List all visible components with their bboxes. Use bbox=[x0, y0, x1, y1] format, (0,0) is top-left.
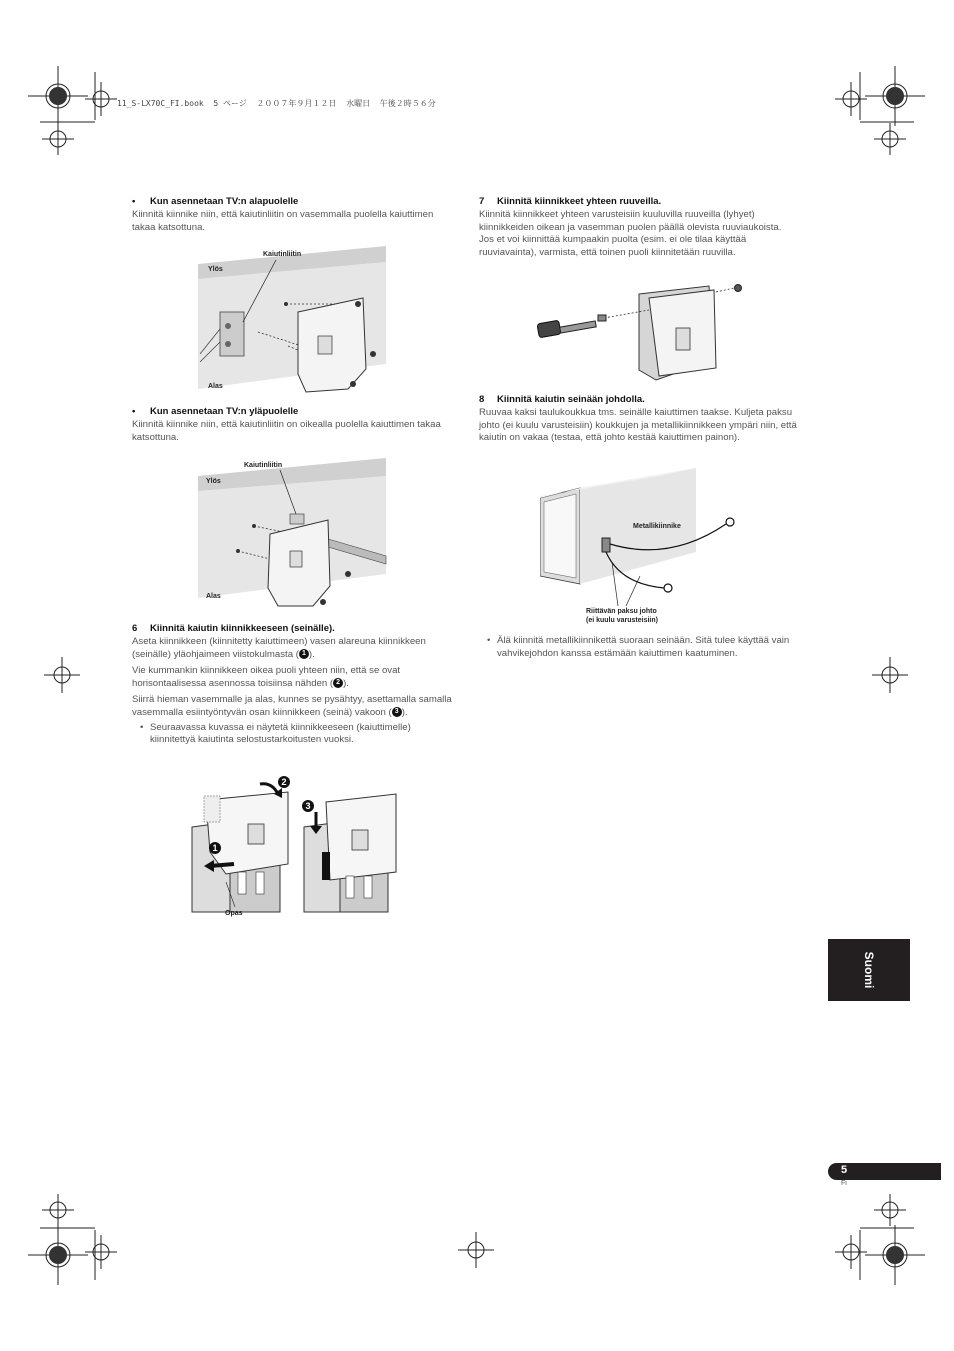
svg-text:Ylös: Ylös bbox=[208, 266, 223, 273]
caution-note: • Älä kiinnitä metallikiinnikettä suoraan seinään. Sitä tulee käyttää vain vahvikejohdon kanssa estämään kaiuttimen kaatuminen. bbox=[487, 635, 790, 659]
step-title: 8 Kiinnitä kaiutin seinään johdolla. bbox=[479, 394, 645, 405]
step-8 bbox=[479, 394, 801, 445]
section-title: • Kun asennetaan TV:n alapuolelle bbox=[132, 196, 299, 207]
section-top-mount bbox=[132, 406, 452, 444]
section-title: • Kun asennetaan TV:n yläpuolelle bbox=[132, 406, 299, 417]
step-title: 7 Kiinnitä kiinnikkeet yhteen ruuveilla. bbox=[479, 196, 662, 207]
svg-text:1: 1 bbox=[212, 843, 218, 853]
language-label: Suomi bbox=[862, 951, 876, 989]
language-tab bbox=[828, 939, 910, 1001]
section-body: Kiinnitä kiinnike niin, että kaiutinliitin on oikealla puolella kaiuttimen takaa katsottuna. bbox=[132, 419, 441, 443]
svg-text:Kaiutinliitin: Kaiutinliitin bbox=[244, 462, 283, 469]
svg-text:Kaiutinliitin: Kaiutinliitin bbox=[263, 251, 302, 258]
step-paragraph: Siirrä hieman vasemmalle ja alas, kunnes se pysähtyy, asettamalla samalla vasemmalla esiintyöntyvän osan kiinnikkeen (seinä) vakoon ( 3 ). bbox=[132, 694, 452, 718]
figure-safety-cord bbox=[540, 466, 752, 628]
svg-text:(ei kuulu varusteisiin): (ei kuulu varusteisiin) bbox=[586, 617, 658, 624]
page-number-pill bbox=[828, 1163, 941, 1180]
step-note: • Seuraavassa kuvassa ei näytetä kiinnikkeeseen (kaiuttimelle) kiinnitettyä kaiutinta selostustarkoitusten vuoksi. bbox=[140, 721, 411, 746]
step-paragraph: Vie kummankin kiinnikkeen oikea puoli yhteen niin, että se ovat horisontaalisessa asennossa toisiinsa nähden ( 2 ). bbox=[132, 665, 401, 689]
figure-bracket-top-mount bbox=[198, 456, 388, 608]
figure-screw-brackets bbox=[534, 280, 746, 386]
callout-2-icon: 2 bbox=[333, 678, 343, 688]
step-paragraph: Jos et voi kiinnittää kumpaakin puolta (esim. ei ole tilaa käyttää ruuviavainta), varmista, että toinen puoli kiinnitetään ruuvilla. bbox=[479, 234, 747, 258]
figure-bracket-bottom-mount bbox=[198, 244, 388, 394]
caution-text: Älä kiinnitä metallikiinnikettä suoraan seinään. Sitä tulee käyttää vain vahvikejohdon kanssa estämään kaiuttimen kaatuminen. bbox=[497, 635, 790, 659]
step-paragraph: Aseta kiinnikkeen (kiinnitetty kaiuttimeen) vasen alareuna kiinnikkeen (seinälle) yläohjaimeen viistokulmasta ( 1 ). bbox=[132, 636, 426, 660]
section-body: Kiinnitä kiinnike niin, että kaiutinliitin on vasemmalla puolella kaiuttimen takaa katsottuna. bbox=[132, 209, 434, 233]
svg-text:Ylös: Ylös bbox=[206, 478, 221, 485]
svg-text:Metallikiinnike: Metallikiinnike bbox=[633, 523, 681, 530]
print-header-line: 11_S-LX70C_FI.book 5 ページ ２００７年９月１２日 水曜日 午後２時５６分 bbox=[117, 99, 436, 108]
callout-3-icon: 3 bbox=[392, 707, 402, 717]
svg-text:3: 3 bbox=[305, 801, 311, 811]
figure-bracket-engage bbox=[190, 772, 402, 922]
svg-text:Opas: Opas bbox=[225, 910, 243, 917]
svg-text:2: 2 bbox=[281, 777, 287, 787]
svg-text:Alas: Alas bbox=[206, 593, 221, 600]
svg-text:Alas: Alas bbox=[208, 383, 223, 390]
step-7 bbox=[479, 196, 799, 259]
svg-text:Riittävän paksu johto: Riittävän paksu johto bbox=[586, 608, 657, 615]
step-paragraph: Ruuvaa kaksi taulukoukkua tms. seinälle kaiuttimen taakse. Kuljeta paksu johto (ei kuulu varusteisiin) koukkujen ja metallikiinnikkeen ympäri niin, että kaiutin on vakaa (testaa, että johto kestää kaiuttimen painon). bbox=[479, 407, 797, 444]
step-6 bbox=[132, 623, 454, 747]
section-bottom-mount bbox=[132, 196, 452, 234]
step-title: 6 Kiinnitä kaiutin kiinnikkeeseen (seinälle). bbox=[132, 623, 335, 634]
page-lang-code: Fi bbox=[841, 1180, 847, 1187]
callout-1-icon: 1 bbox=[299, 649, 309, 659]
step-paragraph: Kiinnitä kiinnikkeet yhteen varusteisiin kuuluvilla ruuveilla (lyhyet) kiinnikkeiden oikean ja vasemman puolen päällä olevista ruuviaukoista. bbox=[479, 209, 782, 233]
page-number: 5 bbox=[841, 1164, 848, 1176]
